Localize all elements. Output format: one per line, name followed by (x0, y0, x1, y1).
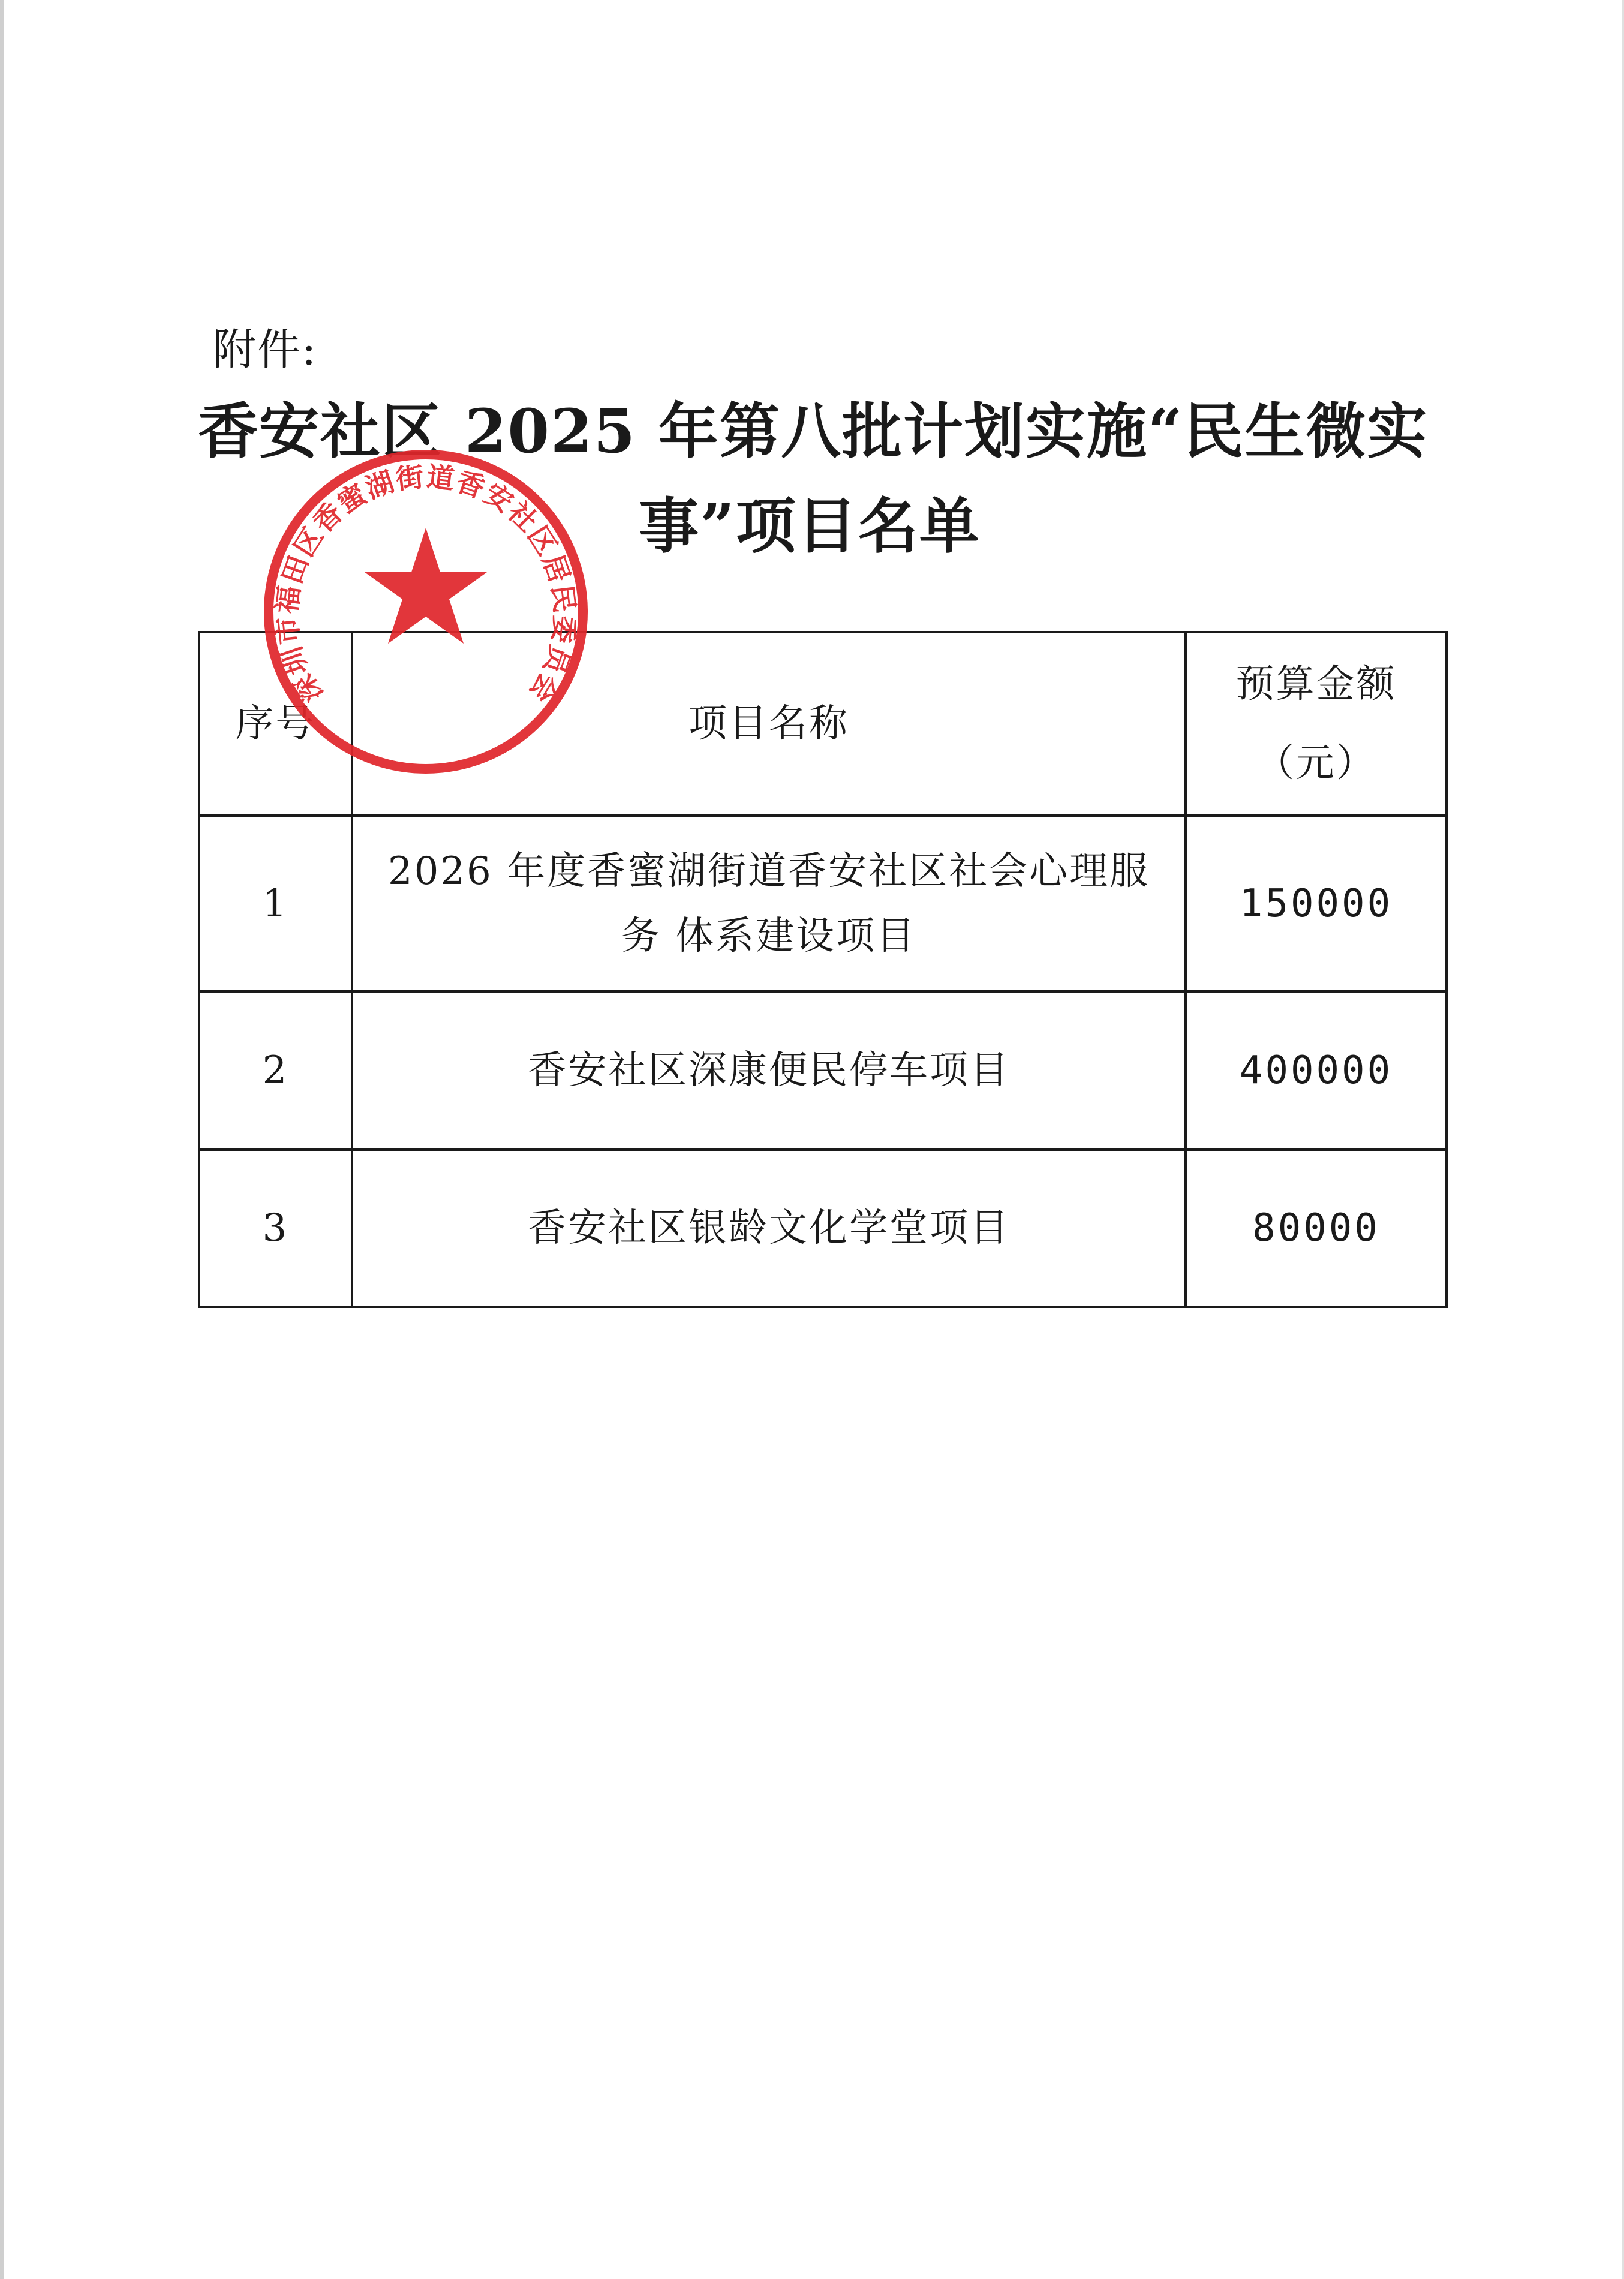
seal-text: 深圳市福田区香蜜湖街道香安社区居民委员会 (270, 460, 582, 709)
row-project-name: 香安社区银龄文化学堂项目 (352, 1150, 1186, 1307)
header-budget-unit: （元） (1256, 741, 1376, 786)
table-row (199, 991, 1446, 1150)
row-budget: 150000 (1186, 816, 1446, 991)
title-line-2: 事”项目名单 (639, 491, 981, 561)
row-project-name-line-1: 2026 年度香蜜湖街道香安社区社会心理服 (387, 849, 1150, 894)
row-index: 1 (199, 816, 352, 991)
row-project-name: 香安社区深康便民停车项目 (352, 991, 1186, 1150)
row-project-name-line-2: 务 体系建设项目 (621, 913, 917, 958)
row-project-name (352, 816, 1186, 991)
row-budget: 400000 (1186, 991, 1446, 1150)
header-budget-label: 预算金额 (1235, 662, 1397, 706)
title-line-1: 香安社区 2025 年第八批计划实施“民生微实 (198, 396, 1428, 467)
header-budget (1186, 632, 1446, 816)
table-row (199, 816, 1446, 991)
row-index: 2 (199, 991, 352, 1150)
document-title (198, 384, 1428, 573)
project-table (198, 631, 1448, 1308)
row-index: 3 (199, 1150, 352, 1307)
attachment-label: 附件: (213, 324, 318, 375)
row-budget: 80000 (1186, 1150, 1446, 1307)
table-row (199, 1150, 1446, 1307)
table-header-row (199, 632, 1446, 816)
header-index: 序号 (199, 632, 352, 816)
header-name: 项目名称 (352, 632, 1186, 816)
